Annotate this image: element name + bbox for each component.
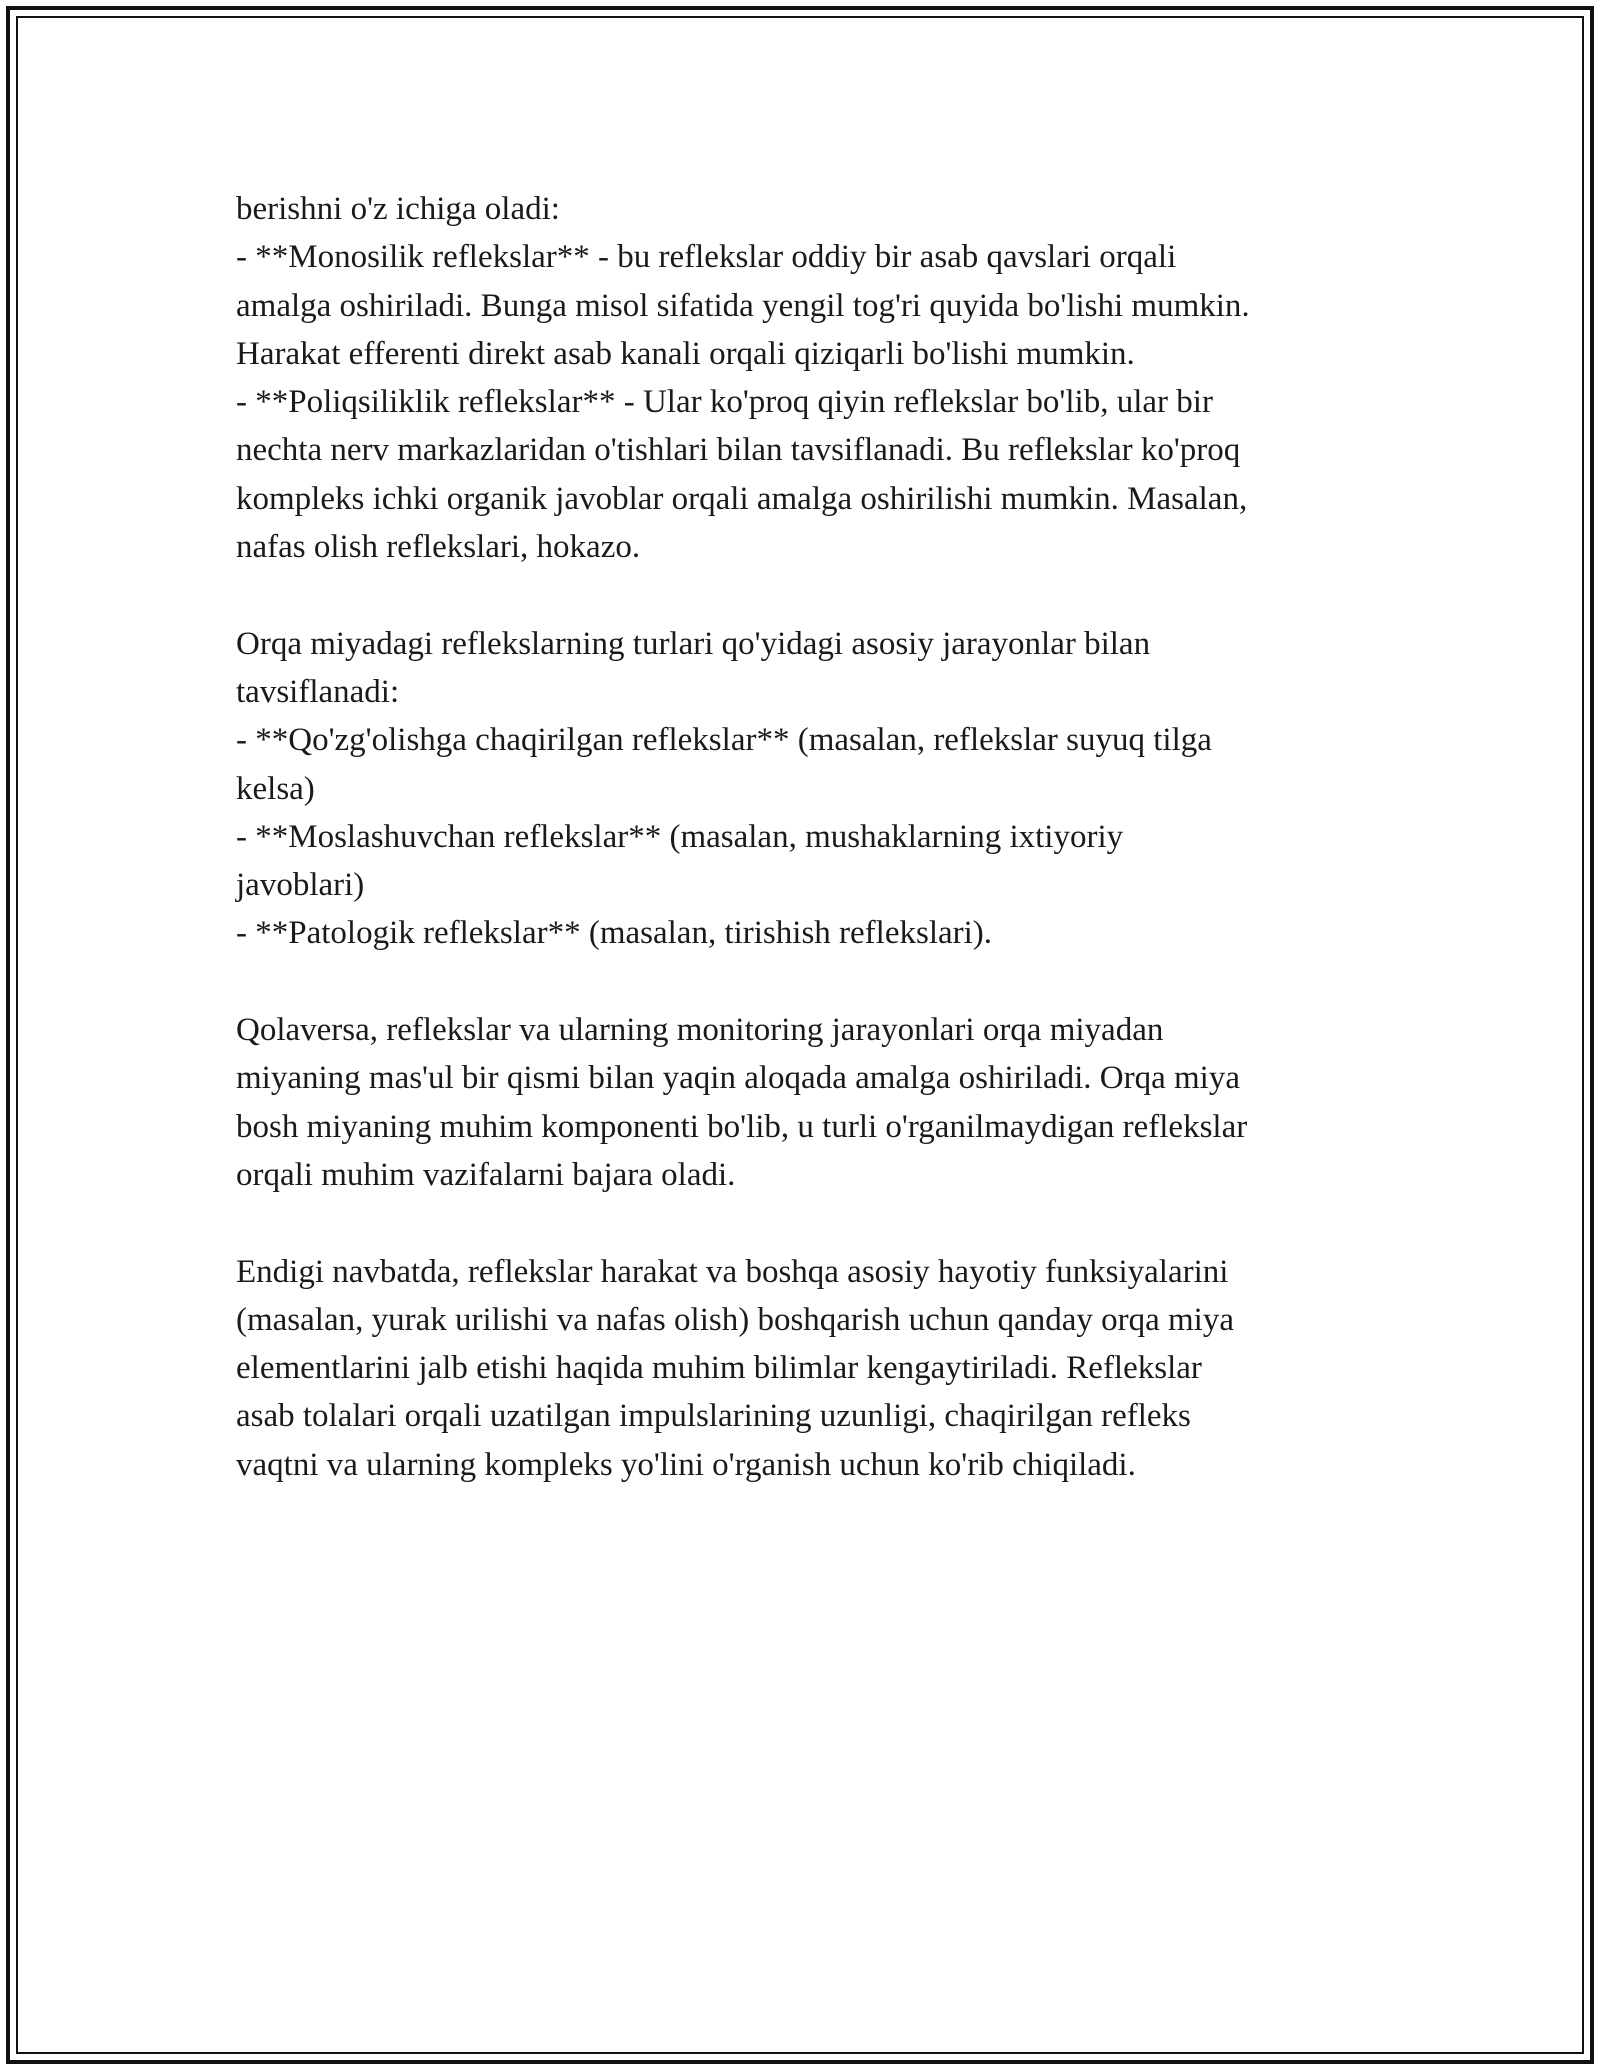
text-line: miyaning mas'ul bir qismi bilan yaqin aloqada amalga oshiriladi. Orqa miya: [236, 1060, 1240, 1097]
text-line: kelsa): [236, 770, 315, 807]
text-line: elementlarini jalb etishi haqida muhim bilimlar kengaytiriladi. Reflekslar: [236, 1350, 1202, 1387]
text-line: asab tolalari orqali uzatilgan impulslarining uzunligi, chaqirilgan refleks: [236, 1398, 1191, 1435]
text-line: - **Monosilik reflekslar** - bu reflekslar oddiy bir asab qavslari orqali: [236, 239, 1177, 276]
text-line: javoblari): [236, 867, 365, 904]
text-line: tavsiflanadi:: [236, 673, 400, 710]
paragraph-gap: [236, 1199, 1386, 1247]
text-line: orqali muhim vazifalarni bajara oladi.: [236, 1156, 736, 1193]
document-body: [236, 185, 1386, 1489]
text-line: Harakat efferenti direkt asab kanali orqali qiziqarli bo'lishi mumkin.: [236, 335, 1135, 372]
paragraph-gap: [236, 958, 1386, 1006]
text-line: berishni o'z ichiga oladi:: [236, 191, 560, 227]
text-line: vaqtni va ularning kompleks yo'lini o'rganish uchun ko'rib chiqiladi.: [236, 1446, 1136, 1483]
text-line: bosh miyaning muhim komponenti bo'lib, u turli o'rganilmaydigan reflekslar: [236, 1108, 1248, 1145]
text-line: kompleks ichki organik javoblar orqali amalga oshirilishi mumkin. Masalan,: [236, 480, 1248, 517]
text-line: - **Moslashuvchan reflekslar** (masalan, mushaklarning ixtiyoriy: [236, 818, 1124, 855]
text-line: amalga oshiriladi. Bunga misol sifatida yengil tog'ri quyida bo'lishi mumkin.: [236, 287, 1250, 324]
text-line: Orqa miyadagi reflekslarning turlari qo'yidagi asosiy jarayonlar bilan: [236, 625, 1151, 662]
text-line: - **Patologik reflekslar** (masalan, tirishish reflekslari).: [236, 915, 993, 952]
text-line: nechta nerv markazlaridan o'tishlari bilan tavsiflanadi. Bu reflekslar ko'proq: [236, 432, 1241, 469]
text-line: Qolaversa, reflekslar va ularning monitoring jarayonlari orqa miyadan: [236, 1012, 1164, 1049]
text-line: - **Qo'zg'olishga chaqirilgan reflekslar** (masalan, reflekslar suyuq tilga: [236, 722, 1212, 759]
text-line: nafas olish reflekslari, hokazo.: [236, 529, 641, 566]
text-line: Endigi navbatda, reflekslar harakat va boshqa asosiy hayotiy funksiyalarini: [236, 1253, 1229, 1290]
text-line: (masalan, yurak urilishi va nafas olish) boshqarish uchun qanday orqa miya: [236, 1301, 1234, 1338]
text-line: - **Poliqsiliklik reflekslar** - Ular ko'proq qiyin reflekslar bo'lib, ular bir: [236, 384, 1213, 421]
paragraph-gap: [236, 571, 1386, 619]
